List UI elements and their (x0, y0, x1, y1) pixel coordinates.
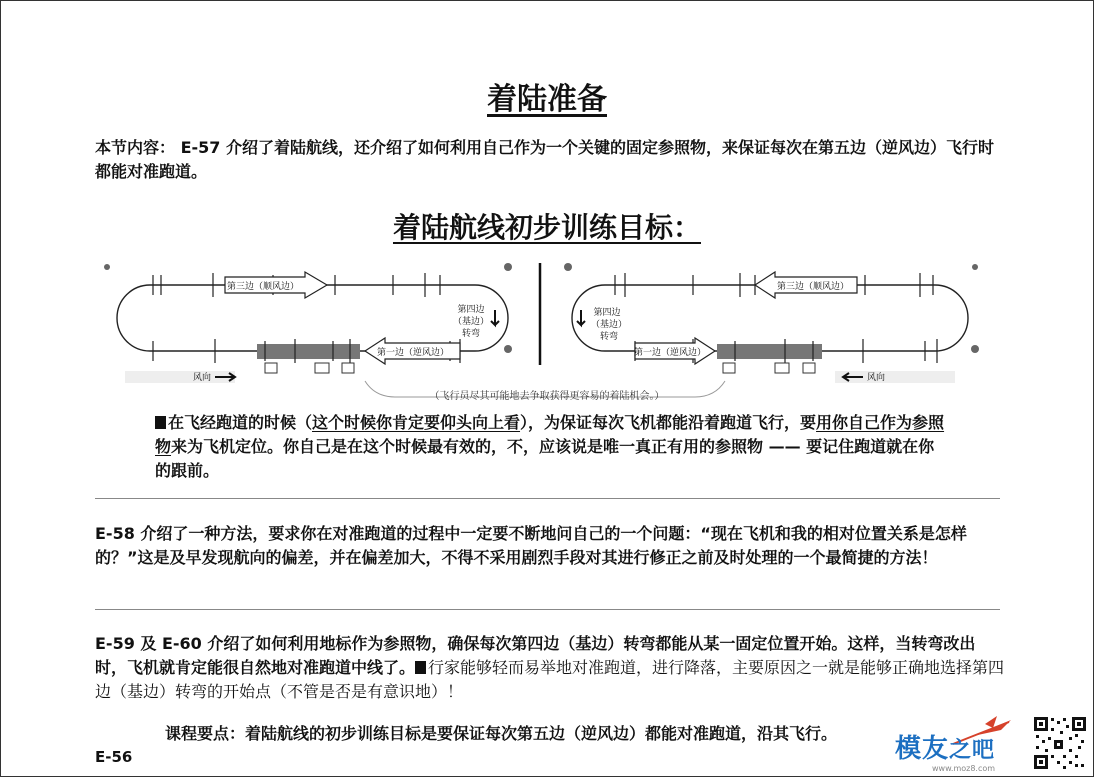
right-third-leg-label: 第三边（顺风边） (776, 282, 850, 292)
left-fourth-leg-1: 第四边 (457, 305, 485, 315)
page-title: 着陆准备 (487, 82, 607, 117)
left-turn-arrow-icon (491, 310, 499, 325)
right-rewind-box (723, 363, 735, 373)
left-wind-label: 风向 (193, 373, 212, 383)
summary-paragraph: 课程要点：着陆航线的初步训练目标是要保证每次第五边（逆风边）都能对准跑道，沿其飞行。 (165, 724, 838, 743)
left-signal-box (265, 363, 277, 373)
left-first-leg-label: 第一边（逆风边） (376, 348, 450, 358)
page-label: E-56 (95, 748, 133, 766)
right-first-leg-label: 第一边（逆风边） (633, 348, 707, 358)
left-fourth-leg-3: 转弯 (461, 329, 481, 339)
left-fourth-leg-2: （基边） (452, 317, 490, 327)
right-runway (717, 344, 822, 359)
right-turn-arrow-icon (577, 310, 585, 325)
divider-1 (95, 498, 1000, 499)
right-tree-3 (971, 345, 979, 353)
left-runway (257, 344, 360, 359)
left-tree-3 (504, 345, 512, 353)
left-flag-box (315, 363, 329, 373)
landing-pattern-diagram (95, 255, 1000, 405)
section-subtitle: 着陆航线初步训练目标： (392, 211, 701, 244)
right-wind-label: 风向 (867, 373, 886, 383)
left-third-leg-label: 第三边（顺风边） (226, 282, 300, 292)
e59-paragraph: E-59 及 E-60 介绍了如何利用地标作为参照物，确保每次第四边（基边）转弯都能从某一固定位置开始。这样，当转弯改出时，飞机就肯定能很自然地对准跑道中线了。 行家能够轻而易举地对准跑道，进行降落，主要原因之一就是能够正确地选择第四边（基边）转弯的开始点（不管是否是有意识地）！ (95, 634, 1005, 701)
bullet-icon (415, 661, 426, 674)
left-play-box (342, 363, 354, 373)
right-flag-box (803, 363, 815, 373)
watermark-logo: 模友之吧 (895, 734, 996, 764)
watermark-url: www.moz8.com (932, 764, 996, 773)
left-tree-2 (504, 263, 512, 271)
left-tree-1 (104, 264, 110, 270)
reference-paragraph: 在飞经跑道的时候（这个时候你肯定要仰头向上看），为保证每次飞机都能沿着跑道飞行，要用你自己作为参照物来为飞机定位。你自己是在这个时候最有效的，不，应该说是唯一真正有用的参照物 —— 要记住跑道就在你的跟前。 (155, 413, 945, 480)
bullet-icon (155, 416, 166, 429)
right-box (775, 363, 789, 373)
left-circuit-path (117, 285, 508, 351)
qr-code-icon (1033, 716, 1087, 770)
left-pattern (117, 285, 508, 351)
diagram-caption: （飞行员尽其可能地去争取获得更容易的着陆机会。） (429, 391, 665, 402)
e58-paragraph: E-58 介绍了一种方法，要求你在对准跑道的过程中一定要不断地问自己的一个问题：“现在飞机和我的相对位置关系是怎样的？”这是及早发现航向的偏差，并在偏差加大，不得不采用剧烈手段对其进行修正之前及时处理的一个最简捷的方法！ (95, 524, 967, 567)
right-fourth-leg-3: 转弯 (599, 332, 619, 342)
right-fourth-leg-1: 第四边 (593, 308, 621, 318)
right-tree-1 (564, 263, 572, 271)
intro-paragraph: 本节内容： E-57 介绍了着陆航线，还介绍了如何利用自己作为一个关键的固定参照物，来保证每次在第五边（逆风边）飞行时都能对准跑道。 (95, 138, 994, 181)
right-tree-2 (972, 264, 978, 270)
right-fourth-leg-2: （基边） (590, 320, 628, 330)
divider-2 (95, 609, 1000, 610)
